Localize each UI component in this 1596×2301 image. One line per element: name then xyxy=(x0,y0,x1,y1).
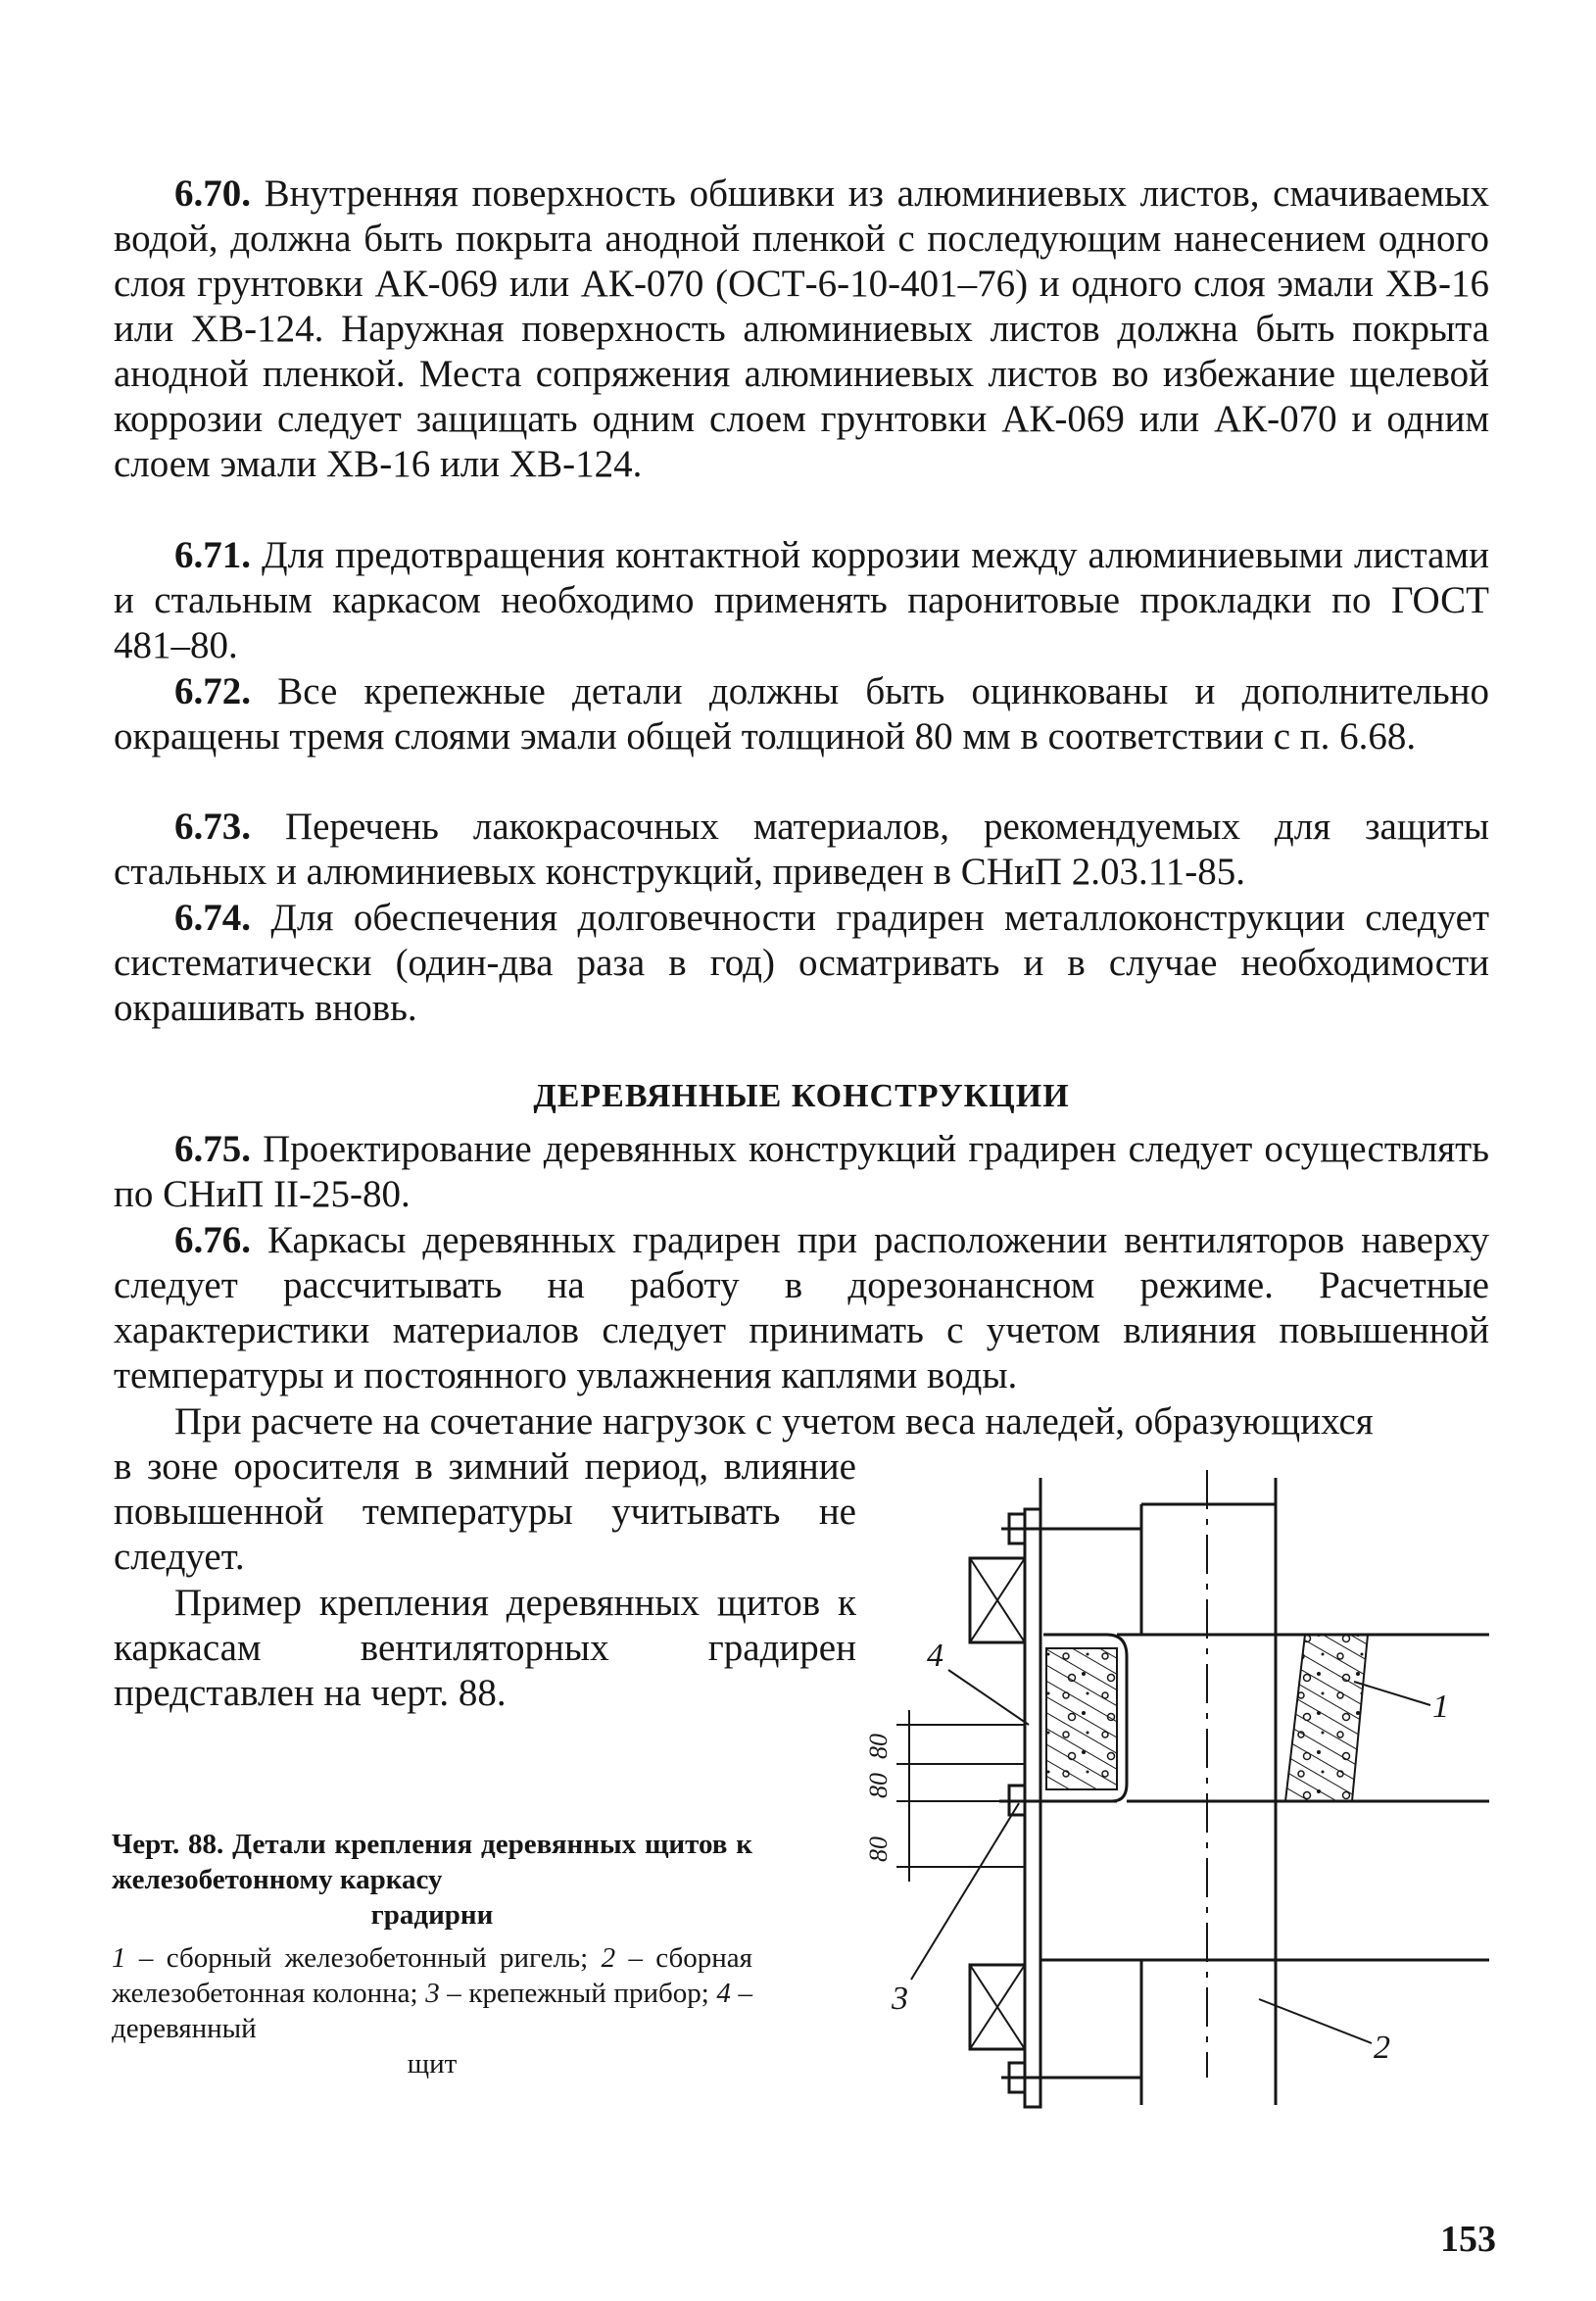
legend-text: – деревянный xyxy=(112,1978,752,2044)
paragraph-load-combination-rest: в зоне оросителя в зимний период, влияние повышенной температуры учитывать не следует. xyxy=(114,1445,856,1578)
clause-number: 6.75. xyxy=(174,1128,251,1170)
dimension-80: 80 xyxy=(864,1773,893,1798)
paragraph-fastening-example: Пример крепления деревянных щитов к каркасам вентиляторных градирен представлен на черт. 88. xyxy=(114,1582,856,1714)
legend-number: 3 xyxy=(425,1978,440,2009)
leader-4 xyxy=(948,1670,1029,1725)
dimension-80: 80 xyxy=(864,1836,893,1862)
clause-number: 6.72. xyxy=(174,670,251,712)
fastening-detail-drawing xyxy=(862,1450,1538,2136)
figure-legend xyxy=(112,1940,752,2081)
figure-title-last: градирни xyxy=(370,1899,494,1931)
label-2: 2 xyxy=(1374,2030,1390,2066)
paragraph-6-73 xyxy=(114,805,1489,895)
paragraph-6-75 xyxy=(114,1127,1489,1217)
figure-title-main: Черт. 88. Детали крепления деревянных щитов к железобетонному каркасу xyxy=(112,1829,752,1895)
dimension-80: 80 xyxy=(864,1734,893,1759)
leader-1 xyxy=(1354,1682,1430,1705)
paragraph-load-combination-line1: При расчете на сочетание нагрузок с учетом веса наледей, образующихся xyxy=(174,1400,1374,1443)
paragraph-6-74 xyxy=(114,896,1489,1031)
wooden-panel xyxy=(1025,1509,1040,2107)
clause-text: Каркасы деревянных градирен при расположении вентиляторов наверху следует рассчитывать на работу в дорезонансном режиме. Расчетные характеристики материалов следует принимать с учетом влияния повышенной температуры и постоянного увлажнения каплями воды. xyxy=(114,1219,1489,1396)
label-4: 4 xyxy=(927,1638,943,1674)
clause-number: 6.73. xyxy=(174,806,251,848)
clause-text: Перечень лакокрасочных материалов, рекомендуемых для защиты стальных и алюминиевых конструкций, приведен в СНиП 2.03.11-85. xyxy=(114,806,1490,893)
clause-text: Проектирование деревянных конструкций градирен следует осуществлять по СНиП II-25-80. xyxy=(114,1128,1489,1215)
legend-text: – сборный железобетонный ригель; xyxy=(125,1942,589,1974)
clause-text: Внутренняя поверхность обшивки из алюминиевых листов, смачиваемых водой, должна быть покрыта анодной пленкой с последующим нанесением одного слоя грунтовки АК-069 или АК-070 (ОСТ-6-10-401–76) и одного слоя эмали ХВ-16 или ХВ-124. Наружная поверхность алюминиевых листов должна быть покрыта анодной пленкой. Места сопряжения алюминиевых листов во избежание щелевой коррозии следует защищать одним слоем грунтовки АК-069 или АК-070 и одним слоем эмали ХВ-16 или ХВ-124. xyxy=(114,172,1490,485)
legend-text: – сборная железобетонная колонна; xyxy=(112,1942,753,2009)
leader-3 xyxy=(911,1803,1019,1980)
clause-number: 6.74. xyxy=(174,897,251,939)
legend-number: 4 xyxy=(716,1978,731,2009)
page-number: 153 xyxy=(1440,2219,1496,2260)
legend-number: 2 xyxy=(601,1942,616,1974)
figure-title xyxy=(112,1827,752,1933)
paragraph-6-72 xyxy=(114,669,1489,759)
paragraph-6-76 xyxy=(114,1218,1489,1398)
figure-caption xyxy=(112,1827,752,2081)
label-1: 1 xyxy=(1432,1689,1449,1725)
legend-text: щит xyxy=(407,2048,458,2080)
label-3: 3 xyxy=(892,1981,908,2017)
legend-number: 1 xyxy=(112,1942,126,1974)
legend-text: – крепежный прибор; xyxy=(439,1978,717,2009)
clause-number: 6.76. xyxy=(174,1219,251,1261)
clause-text: Для обеспечения долговечности градирен металлоконструкции следует систематически (один-два раза в год) осматривать и в случае необходимости окрашивать вновь. xyxy=(114,897,1490,1029)
clause-number: 6.71. xyxy=(174,534,251,576)
clause-text: Для предотвращения контактной коррозии между алюминиевыми листами и стальным каркасом необходимо применять паронитовые прокладки по ГОСТ 481–80. xyxy=(114,534,1489,666)
paragraph-6-71 xyxy=(114,533,1489,668)
section-heading: ДЕРЕВЯННЫЕ КОНСТРУКЦИИ xyxy=(533,1078,1070,1114)
clause-number: 6.70. xyxy=(174,172,251,215)
clause-text: Все крепежные детали должны быть оцинкованы и дополнительно окращены тремя слоями эмали общей толщиной 80 мм в соответствии с п. 6.68. xyxy=(114,670,1490,758)
paragraph-6-70 xyxy=(114,171,1489,487)
